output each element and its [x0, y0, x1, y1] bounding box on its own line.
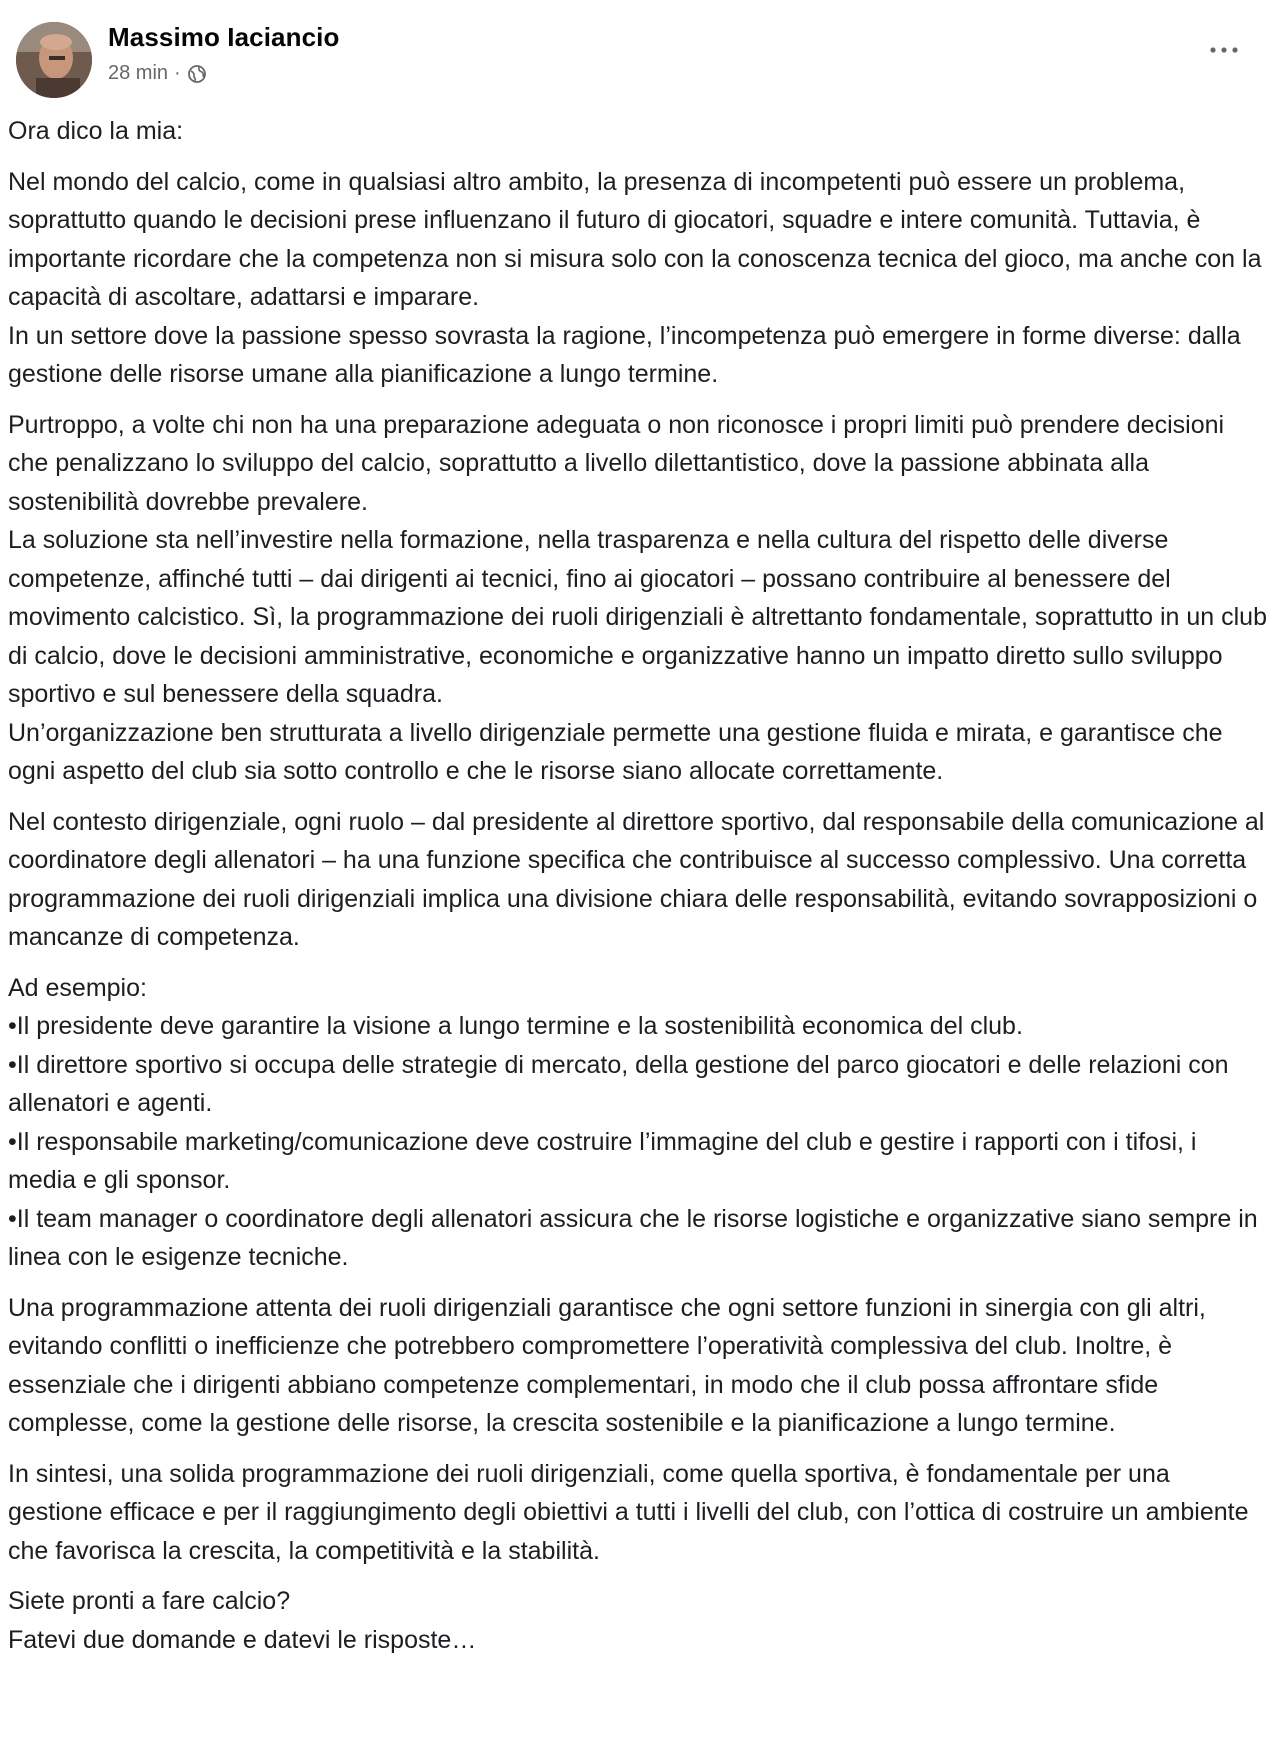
- post-text-line: In un settore dove la passione spesso sovrasta la ragione, l’incompetenza può emergere in forme diverse: dalla gestione delle risorse umane alla pianificazione a lungo termine.: [8, 321, 1241, 388]
- globe-icon[interactable]: [187, 64, 207, 84]
- post-meta: [108, 62, 207, 85]
- post-paragraph-1: [8, 163, 1270, 394]
- examples-heading: Ad esempio:: [8, 973, 147, 1002]
- more-options-button[interactable]: [1200, 30, 1248, 70]
- post-text-line: Nel mondo del calcio, come in qualsiasi altro ambito, la presenza di incompetenti può essere un problema, soprattutto quando le decisioni prese influenzano il futuro di giocatori, squadre e intere comunità. Tuttavia, è importante ricordare che la competenza non si misura solo con la conoscenza tecnica del gioco, ma anche con la capacità di ascoltare, adattarsi e imparare.: [8, 167, 1262, 311]
- post-text-line: Purtroppo, a volte chi non ha una preparazione adeguata o non riconosce i propri limiti può prendere decisioni che penalizzano lo sviluppo del calcio, soprattutto a livello dilettantistico, dove la passione abbinata alla sostenibilità dovrebbe prevalere.: [8, 410, 1225, 516]
- post-paragraph-4: Una programmazione attenta dei ruoli dirigenziali garantisce che ogni settore funzioni in sinergia con gli altri, evitando conflitti o inefficienze che potrebbero compromettere l’operatività complessiva del club. Inoltre, è essenziale che i dirigenti abbiano competenze complementari, in modo che il club possa affrontare sfide complesse, come la gestione delle risorse, la crescita sostenibile e la pianificazione a lungo termine.: [8, 1293, 1206, 1437]
- post-text-line: Siete pronti a fare calcio?: [8, 1587, 291, 1615]
- post-paragraph-3: Nel contesto dirigenziale, ogni ruolo – dal presidente al direttore sportivo, dal responsabile della comunicazione al coordinatore degli allenatori – ha una funzione specifica che contribuisce al successo complessivo. Una corretta programmazione dei ruoli dirigenziali implica una divisione chiara delle responsabilità, evitando sovrapposizioni o mancanze di competenza.: [8, 807, 1265, 951]
- post-timestamp[interactable]: 28 min: [108, 62, 169, 84]
- bullet-text: Il presidente deve garantire la visione a lungo termine e la sostenibilità economica del club.: [16, 1012, 1023, 1040]
- post-closing: [8, 1582, 1270, 1659]
- bullet-item: [8, 1200, 1270, 1277]
- bullet-icon: •: [8, 1050, 17, 1079]
- meta-separator: ·: [174, 62, 181, 84]
- post-header: [8, 0, 1262, 104]
- bullet-item: [8, 1123, 1270, 1200]
- more-horizontal-icon: [1209, 46, 1239, 54]
- bullet-text: Il direttore sportivo si occupa delle strategie di mercato, della gestione del parco giocatori e delle relazioni con allenatori e agenti.: [8, 1050, 1229, 1117]
- post-paragraph-2: [8, 406, 1270, 791]
- bullet-item: [8, 1046, 1270, 1123]
- bullet-icon: •: [8, 1012, 17, 1040]
- bullet-item: [8, 1007, 1270, 1046]
- post-body: [8, 112, 1270, 1671]
- bullet-icon: •: [8, 1127, 17, 1156]
- post-examples: [8, 969, 1270, 1277]
- post-text-line: Fatevi due domande e datevi le risposte…: [8, 1625, 477, 1654]
- bullet-text: Il responsabile marketing/comunicazione deve costruire l’immagine del club e gestire i rapporti con i tifosi, i media e gli sponsor.: [8, 1127, 1197, 1194]
- post-paragraph-5: In sintesi, una solida programmazione dei ruoli dirigenziali, come quella sportiva, è fondamentale per una gestione efficace e per il raggiungimento degli obiettivi a tutti i livelli del club, con l’ottica di costruire un ambiente che favorisca la crescita, la competitività e la stabilità.: [8, 1459, 1249, 1565]
- bullet-icon: •: [8, 1204, 17, 1233]
- author-name[interactable]: Massimo Iaciancio: [108, 22, 340, 52]
- post-text-line: La soluzione sta nell’investire nella formazione, nella trasparenza e nella cultura del rispetto delle diverse competenze, affinché tutti – dai dirigenti ai tecnici, fino ai giocatori – possano contribuire al benessere del movimento calcistico. Sì, la programmazione dei ruoli dirigenziali è altrettanto fondamentale, soprattutto in un club di calcio, dove le decisioni amministrative, economiche e organizzative hanno un impatto diretto sullo sviluppo sportivo e sul benessere della squadra.: [8, 526, 1267, 708]
- post-intro: Ora dico la mia:: [8, 117, 184, 145]
- bullet-text: Il team manager o coordinatore degli allenatori assicura che le risorse logistiche e organizzative siano sempre in linea con le esigenze tecniche.: [8, 1204, 1258, 1271]
- avatar-photo-icon: [16, 22, 92, 98]
- author-avatar[interactable]: [16, 22, 92, 98]
- post-text-line: Un’organizzazione ben strutturata a livello dirigenziale permette una gestione fluida e mirata, e garantisce che ogni aspetto del club sia sotto controllo e che le risorse siano allocate correttamente.: [8, 718, 1223, 785]
